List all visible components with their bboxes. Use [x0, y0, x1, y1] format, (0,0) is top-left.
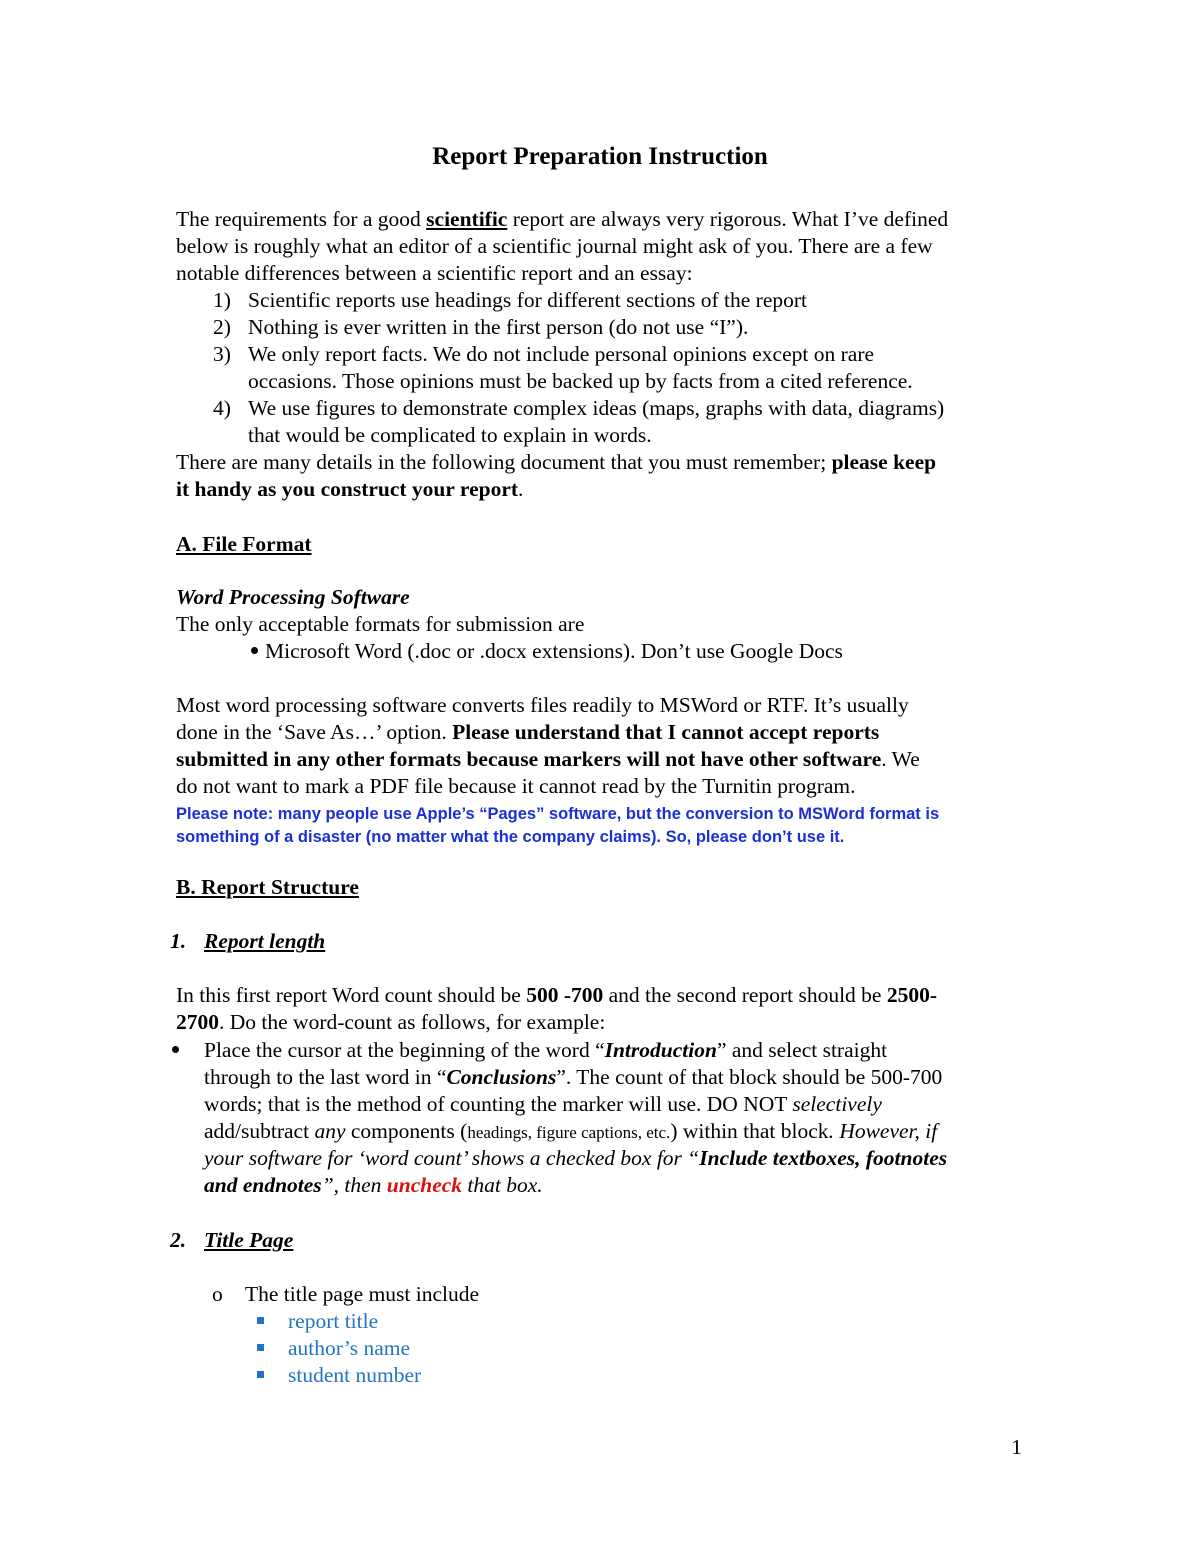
list-item-continued: that would be complicated to explain in words.: [248, 423, 652, 447]
section-a-line: The only acceptable formats for submission are: [176, 612, 585, 636]
list-number: 4): [213, 396, 231, 420]
section-a-para-1: Most word processing software converts files readily to MSWord or RTF. It’s usually: [176, 693, 909, 717]
text: your software for ‘word count’ shows a checked box for “: [204, 1146, 700, 1170]
emphasis-red: uncheck: [386, 1173, 463, 1197]
text: There are many details in the following document that you must remember;: [176, 450, 832, 474]
intro-line-2: below is roughly what an editor of a scientific journal might ask of you. There are a few: [176, 234, 933, 258]
emphasis: any: [314, 1119, 346, 1143]
emphasis: 500 -700: [526, 983, 604, 1007]
emphasis: submitted in any other formats because markers will not have other software: [176, 747, 882, 771]
text: . Do the word-count as follows, for example:: [219, 1010, 606, 1034]
emphasis: selectively: [792, 1092, 882, 1116]
emphasis: please keep: [831, 450, 937, 474]
text: add/subtract: [204, 1119, 315, 1143]
emphasis: 2700: [176, 1010, 219, 1034]
list-number: 3): [213, 342, 231, 366]
page-title: Report Preparation Instruction: [432, 143, 768, 170]
small-text: headings, figure captions, etc.: [467, 1123, 671, 1142]
word-count-bullet-3: [204, 1091, 882, 1118]
title-page-item: author’s name: [288, 1336, 410, 1360]
list-item: We only report facts. We do not include personal opinions except on rare: [248, 342, 875, 366]
emphasis-scientific: scientific: [426, 207, 508, 231]
emphasis: 2500-: [886, 983, 938, 1007]
title-page-heading: Title Page: [204, 1228, 294, 1252]
word-count-bullet-2: [204, 1064, 942, 1091]
word-count-bullet-5: [204, 1145, 947, 1172]
subsection-number: 1.: [170, 929, 187, 953]
text: ”. The count of that block should be 500-700: [556, 1065, 943, 1089]
emphasis: and endnotes: [204, 1173, 322, 1197]
section-a-para-3: [176, 746, 920, 773]
section-a-subheading: Word Processing Software: [176, 585, 410, 609]
emphasis: Introduction: [604, 1038, 717, 1062]
text: .: [518, 477, 524, 501]
emphasis: it handy as you construct your report: [176, 477, 519, 501]
text: done in the ‘Save As…’ option.: [176, 720, 453, 744]
word-count-bullet-1: [204, 1037, 887, 1064]
text: Place the cursor at the beginning of the word “: [204, 1038, 605, 1062]
list-number: 1): [213, 288, 231, 312]
section-b-heading: B. Report Structure: [176, 875, 359, 899]
report-length-heading: Report length: [204, 929, 326, 953]
pages-note-1: Please note: many people use Apple’s “Pages” software, but the conversion to MSWord format is: [176, 805, 940, 823]
intro-closing-2: [176, 476, 523, 503]
format-bullet: Microsoft Word (.doc or .docx extensions). Don’t use Google Docs: [265, 639, 843, 663]
emphasis: Include textboxes, footnotes: [699, 1146, 948, 1170]
title-page-item: report title: [288, 1309, 379, 1333]
emphasis: Conclusions: [446, 1065, 557, 1089]
text: words; that is the method of counting the marker will use. DO NOT: [204, 1092, 793, 1116]
text: The requirements for a good: [176, 207, 427, 231]
text: ”, then: [321, 1173, 387, 1197]
emphasis: . However, if: [828, 1119, 938, 1143]
list-item: We use figures to demonstrate complex ideas (maps, graphs with data, diagrams): [248, 396, 945, 420]
section-a-para-4: do not want to mark a PDF file because it cannot read by the Turnitin program.: [176, 774, 856, 798]
list-number: 2): [213, 315, 231, 339]
text: ) within that block: [670, 1119, 829, 1143]
section-a-heading: A. File Format: [176, 532, 312, 556]
page-number: 1: [1011, 1435, 1022, 1459]
text: . We: [881, 747, 920, 771]
square-bullet-icon: [257, 1371, 264, 1378]
intro-closing-1: [176, 449, 936, 476]
bullet-icon: [251, 647, 258, 654]
intro-line-1: [176, 206, 948, 233]
text: through to the last word in “: [204, 1065, 447, 1089]
pages-note-2: something of a disaster (no matter what the company claims). So, please don’t use it.: [176, 828, 845, 846]
title-page-item: student number: [288, 1363, 422, 1387]
title-page-line: The title page must include: [245, 1282, 480, 1306]
section-a-para-2: [176, 719, 879, 746]
list-item: Scientific reports use headings for different sections of the report: [248, 288, 808, 312]
word-count-line-1: [176, 982, 937, 1009]
list-item: Nothing is ever written in the first person (do not use “I”).: [248, 315, 749, 339]
word-count-bullet-4: [204, 1118, 937, 1146]
emphasis: Please understand that I cannot accept reports: [452, 720, 880, 744]
text: In this first report Word count should be: [176, 983, 527, 1007]
subsection-number: 2.: [170, 1228, 187, 1252]
intro-line-3: notable differences between a scientific report and an essay:: [176, 261, 693, 285]
text: components (: [345, 1119, 468, 1143]
text: ” and select straight: [716, 1038, 888, 1062]
text: that box.: [462, 1173, 543, 1197]
square-bullet-icon: [257, 1317, 264, 1324]
word-count-line-2: [176, 1009, 605, 1036]
square-bullet-icon: [257, 1344, 264, 1351]
text: and the second report should be: [603, 983, 887, 1007]
list-item-continued: occasions. Those opinions must be backed up by facts from a cited reference.: [248, 369, 913, 393]
word-count-bullet-6: [204, 1172, 543, 1199]
circle-bullet-icon: o: [212, 1282, 223, 1306]
bullet-icon: [172, 1046, 179, 1053]
text: report are always very rigorous. What I’ve defined: [507, 207, 949, 231]
